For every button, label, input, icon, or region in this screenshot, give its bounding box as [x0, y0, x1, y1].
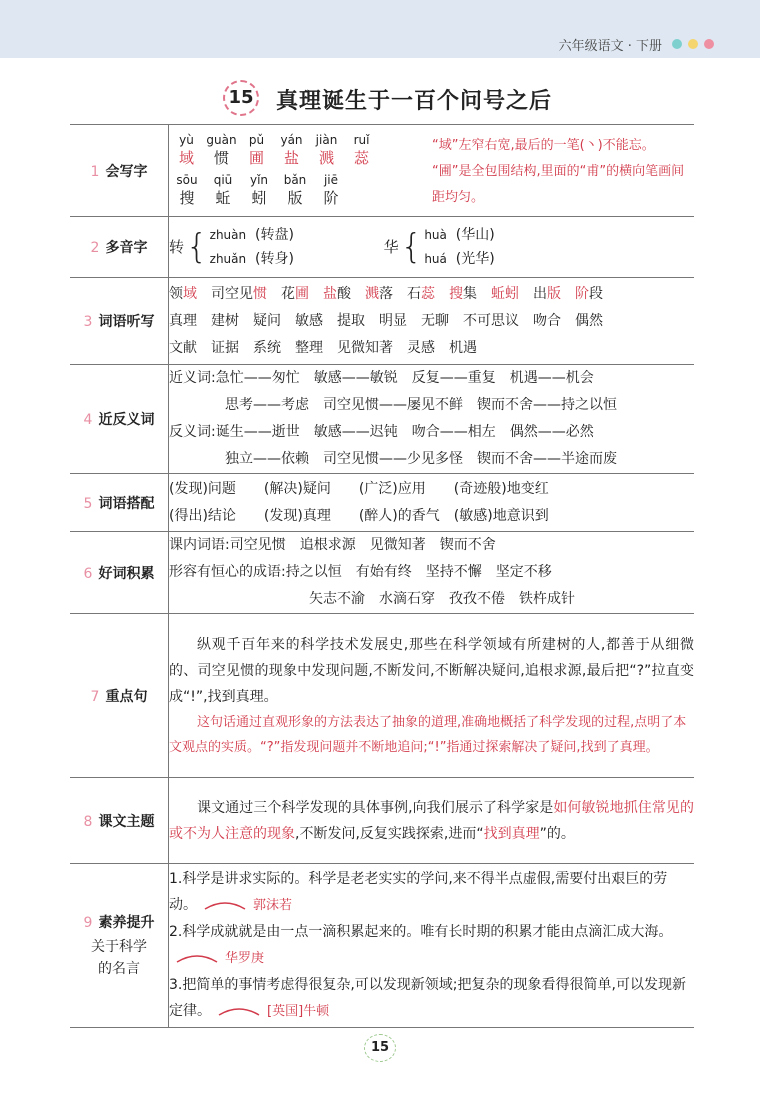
char-cell: [204, 131, 239, 167]
hanzi: 域: [178, 148, 194, 167]
pinyin: bǎn: [283, 172, 307, 187]
row-label: 7 重点句: [70, 614, 169, 778]
dictation-word: 石蕊: [407, 285, 435, 302]
row-content: [169, 532, 695, 614]
row-label: 3 词语听写: [70, 278, 169, 365]
row-label: 4 近反义词: [70, 365, 169, 474]
theme-text: 课文通过三个科学发现的具体事例,向我们展示了科学家是如何敏锐地抓住常见的或不为人注意的现象,不断发问,反复实践探索,进而“找到真理”的。: [169, 799, 694, 842]
dictation-word: 盐酸: [323, 285, 351, 302]
row-label: 2 多音字: [70, 217, 169, 278]
row-content: [169, 778, 695, 864]
decor-dot-yellow: [688, 39, 698, 49]
dictation-word: 司空见惯: [211, 285, 267, 302]
dictation-word: 阶段: [575, 285, 603, 302]
word-line: 形容有恒心的成语:持之以恒 有始有终 坚持不懈 坚定不移: [169, 564, 552, 580]
pinyin: guàn: [206, 132, 237, 147]
quote-item: 3.把简单的事情考虑得很复杂,可以发现新领域;把复杂的现象看得很简单,可以发现新定律。 [英国]牛顿: [169, 977, 686, 1019]
decor-dot-teal: [672, 39, 682, 49]
pinyin: pǔ: [248, 132, 265, 147]
page-number: 15: [364, 1034, 396, 1062]
tip-note: “域”左窄右宽,最后的一笔(丶)不能忘。: [432, 137, 655, 153]
hanzi: 版: [287, 188, 303, 207]
antonym-line: 独立——依赖 司空见惯——少见多怪 锲而不舍——半途而废: [225, 451, 617, 467]
antonym-line: 反义词:诞生——逝世 敏感——迟钝 吻合——相左 偶然——必然: [169, 424, 594, 440]
char-grid: [169, 131, 379, 211]
row-dictation: [70, 278, 694, 365]
pinyin: yù: [179, 132, 194, 147]
pinyin: ruǐ: [353, 132, 370, 147]
quote-author: 郭沫若: [253, 898, 293, 913]
synonym-line: 近义词:急忙——匆忙 敏感——敏锐 反复——重复 机遇——机会: [169, 370, 594, 386]
row-content: [169, 278, 695, 365]
char-cell: [169, 131, 204, 167]
row-key-sentence: [70, 614, 694, 778]
study-table: [70, 124, 694, 1028]
synonym-line: 思考——考虑 司空见惯——屡见不鲜 锲而不舍——持之以恒: [225, 397, 617, 413]
lesson-number-badge: 15: [223, 80, 259, 116]
polyphone-char: 转: [169, 237, 185, 256]
writing-tips: [432, 133, 694, 211]
char-cell: [277, 171, 313, 207]
char-cell: [309, 131, 344, 167]
quote-item: 2.科学成就就是由一点一滴积累起来的。唯有长时期的积累才能由点滴汇成大海。华罗庚: [169, 924, 673, 966]
dictation-word: 搜集: [449, 285, 477, 302]
row-quotes: [70, 864, 694, 1028]
row-polyphones: [70, 217, 694, 278]
polyphone-char: 华: [383, 237, 399, 256]
row-content: [169, 125, 695, 217]
dictation-line: [169, 281, 694, 308]
quote-author: [英国]牛顿: [267, 1004, 330, 1019]
char-cell: [169, 171, 205, 207]
pinyin: yán: [280, 132, 303, 147]
row-content: [169, 864, 695, 1028]
row-synonyms: [70, 365, 694, 474]
hanzi: 蚯: [215, 188, 231, 207]
dictation-word: 蚯蚓: [491, 285, 519, 302]
dictation-word: 领域: [169, 285, 197, 302]
word-line: 矢志不渝 水滴石穿 孜孜不倦 铁杵成针: [309, 591, 575, 607]
pinyin: qiū: [213, 172, 233, 187]
collocation-line: (发现)问题 (解决)疑问 (广泛)应用 (奇迹般)地变红: [169, 480, 549, 497]
decor-dot-pink: [704, 39, 714, 49]
word-line: 课内词语:司空见惯 追根求源 见微知著 锲而不舍: [169, 537, 496, 553]
dictation-word: 出版: [533, 285, 561, 302]
hanzi: 蕊: [353, 148, 369, 167]
row-content: 转 { zhuàn (转盘) zhuǎn (转身) 华 { huà (华山) huá (光华): [169, 217, 695, 278]
row-write-chars: [70, 125, 694, 217]
dictation-word: 花圃: [281, 285, 309, 302]
row-content: [169, 614, 695, 778]
row-label: 5 词语搭配: [70, 474, 169, 532]
char-cell: [313, 171, 349, 207]
quote-author: 华罗庚: [225, 951, 265, 966]
row-collocations: [70, 474, 694, 532]
dictation-line: 文献 证据 系统 整理 见微知著 灵感 机遇: [169, 339, 477, 356]
row-good-words: [70, 532, 694, 614]
attribution-arc-icon: [203, 899, 247, 911]
char-cell: [344, 131, 379, 167]
row-label: 8 课文主题: [70, 778, 169, 864]
tip-note: “圃”是全包围结构,里面的“甫”的横向笔画间距均匀。: [432, 163, 685, 205]
attribution-arc-icon: [217, 1005, 261, 1017]
row-theme: [70, 778, 694, 864]
char-cell: [239, 131, 274, 167]
char-cell: [205, 171, 241, 207]
quote-item: 1.科学是讲求实际的。科学是老老实实的学问,来不得半点虚假,需要付出艰巨的劳动。 郭沫若: [169, 871, 668, 913]
row-content: [169, 365, 695, 474]
pinyin: yǐn: [249, 172, 269, 187]
hanzi: 蚓: [251, 188, 267, 207]
hanzi: 盐: [283, 148, 299, 167]
dictation-word: 溅落: [365, 285, 393, 302]
hanzi: 搜: [179, 188, 195, 207]
top-banner: [0, 0, 760, 58]
row-content: [169, 474, 695, 532]
key-sentence: 纵观千百年来的科学技术发展史,那些在科学领域有所建树的人,都善于从细微的、司空见惯的现象中发现问题,不断发问,不断解决疑问,追根求源,最后把“?”拉直变成“!”,找到真理。: [169, 636, 694, 705]
hanzi: 阶: [323, 188, 339, 207]
collocation-line: (得出)结论 (发现)真理 (醉人)的香气 (敏感)地意识到: [169, 507, 549, 524]
row-label: 1 会写字: [70, 125, 169, 217]
char-cell: [274, 131, 309, 167]
attribution-arc-icon: [175, 952, 219, 964]
pinyin: sōu: [176, 172, 198, 187]
pinyin: jiàn: [315, 132, 338, 147]
sentence-analysis: 这句话通过直观形象的方法表达了抽象的道理,准确地概括了科学发现的过程,点明了本文观点的实质。“?”指发现问题并不断地追问;“!”指通过探索解决了疑问,找到了真理。: [169, 714, 687, 755]
row-label: 6 好词积累: [70, 532, 169, 614]
hanzi: 惯: [213, 148, 229, 167]
lesson-title: 真理诞生于一百个问号之后: [276, 89, 553, 114]
hanzi: 圃: [248, 148, 264, 167]
pinyin: jiē: [323, 172, 339, 187]
book-header: 六年级语文 · 下册: [558, 39, 662, 54]
row-label: 9 素养提升 关于科学 的名言: [70, 864, 169, 1028]
dictation-line: 真理 建树 疑问 敏感 提取 明显 无聊 不可思议 吻合 偶然: [169, 312, 603, 329]
hanzi: 溅: [318, 148, 334, 167]
char-cell: [241, 171, 277, 207]
